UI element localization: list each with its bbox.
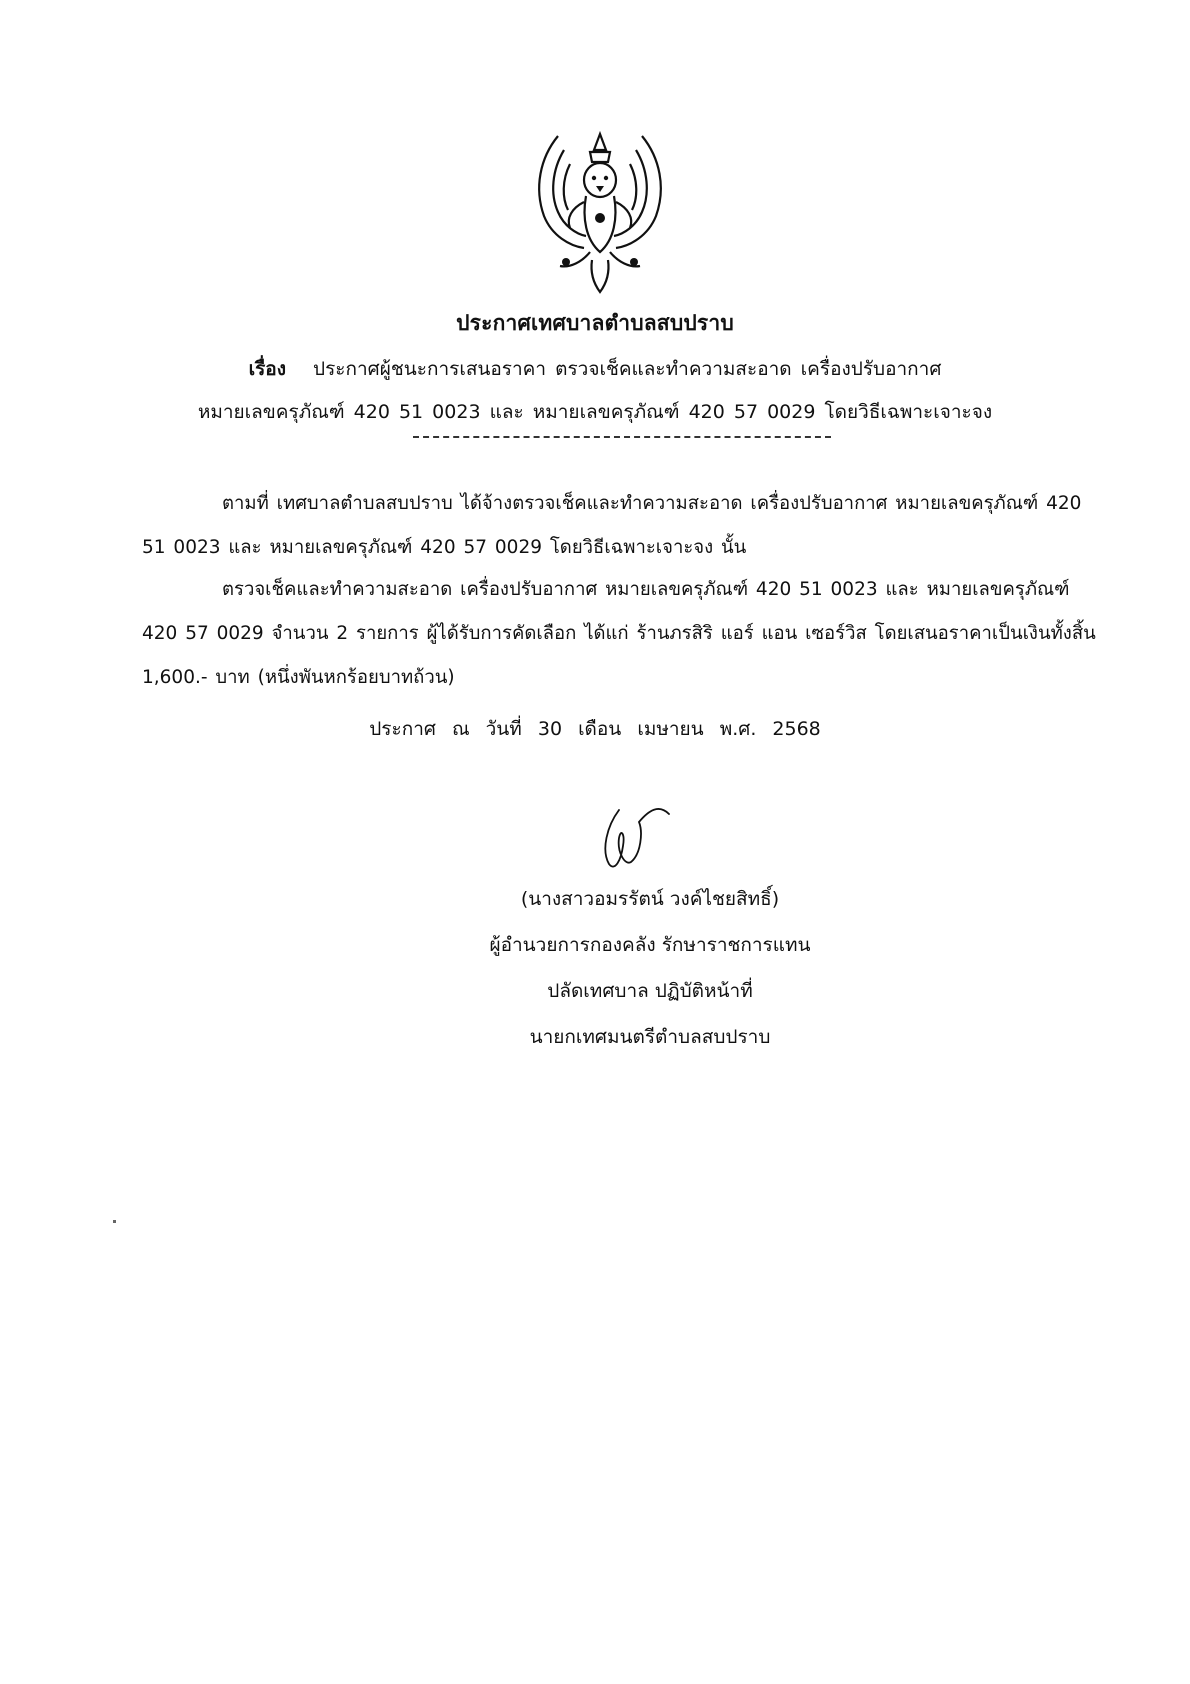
signatory-position-2: ปลัดเทศบาล ปฏิบัติหน้าที่ <box>547 980 753 1002</box>
subject-label: เรื่อง <box>248 358 286 380</box>
handwritten-signature-icon <box>585 780 675 880</box>
announcement-date: ประกาศ ณ วันที่ 30 เดือน เมษายน พ.ศ. 2568 <box>369 718 821 740</box>
signatory-position-3: นายกเทศมนตรีตำบลสบปราบ <box>529 1026 771 1048</box>
subject-text: ประกาศผู้ชนะการเสนอราคา ตรวจเช็คและทำความสะอาด เครื่องปรับอากาศ <box>313 358 942 380</box>
paragraph-2-text: ตรวจเช็คและทำความสะอาด เครื่องปรับอากาศ หมายเลขครุภัณฑ์ 420 51 0023 และ หมายเลขครุภัณฑ์ 420 57 0029 จำนวน 2 รายการ ผู้ได้รับการคัดเลือก ได้แก่ ร้านภรสิริ แอร์ แอน เซอร์วิส โดยเสนอราคาเป็นเงินทั้งสิ้น 1,600.- บาท (หนึ่งพันหกร้อยบาทถ้วน) <box>142 579 1096 688</box>
signature-block <box>360 876 940 1060</box>
subject-line-2: หมายเลขครุภัณฑ์ 420 51 0023 และ หมายเลขครุภัณฑ์ 420 57 0029 โดยวิธีเฉพาะเจาะจง <box>197 401 993 423</box>
separator-line <box>413 436 831 438</box>
paragraph-1-text: ตามที่ เทศบาลตำบลสบปราบ ได้จ้างตรวจเช็คและทำความสะอาด เครื่องปรับอากาศ หมายเลขครุภัณฑ์ 420 51 0023 และ หมายเลขครุภัณฑ์ 420 57 0029 โดยวิธีเฉพาะเจาะจง นั้น <box>142 493 1082 558</box>
document-title: ประกาศเทศบาลตำบลสบปราบ <box>456 311 734 335</box>
scan-speck <box>113 1220 116 1223</box>
paragraph-2 <box>142 568 1110 700</box>
garuda-emblem-icon <box>530 128 670 296</box>
signatory-name: (นางสาวอมรรัตน์ วงค์ไชยสิทธิ์) <box>520 888 780 910</box>
paragraph-1 <box>142 482 1110 570</box>
signatory-position-1: ผู้อำนวยการกองคลัง รักษาราชการแทน <box>489 934 811 956</box>
subject-line <box>0 354 1190 384</box>
